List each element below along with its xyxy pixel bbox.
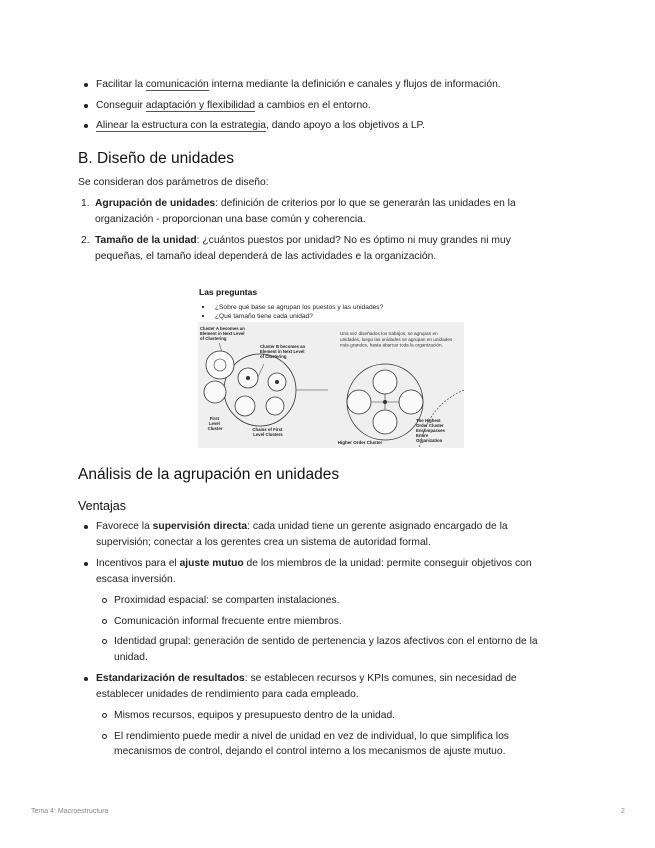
section-intro: Se consideran dos parámetros de diseño: (78, 177, 269, 188)
top-bullet-list (78, 77, 568, 134)
analysis-heading: Análisis de la agrupación en unidades (78, 466, 340, 483)
list-item: Estandarización de resultados: se establecen recursos y KPIs comunes, sin necesidad de establecer unidades de rendimiento para cada empleado. Mismos recursos, equipos y presupuesto dentro de la unidad. El rendimiento puede medir a nivel de unidad en vez de individual, lo que simplifica los mecanismos de control, dejando el control interno a los mecanismos de ajuste mutuo. (78, 671, 558, 760)
cluster-b-label: Cluster B becomes an Element in Next Level of Clustering (260, 344, 306, 359)
advantages-list (78, 519, 558, 760)
list-item: Facilitar la comunicación interna mediante la definición e canales y flujos de información. (78, 77, 568, 93)
list-item: 1. Agrupación de unidades: definición de criterios por lo que se generarán las unidades en la organización - proporcionan una base común y coherencia. (81, 198, 516, 225)
list-item: Comunicación informal frecuente entre miembros. (96, 614, 558, 630)
figure-question: ¿Qué tamaño tiene cada unidad? (215, 313, 313, 320)
underlined-term: Alinear la estructura con la estrategia (96, 120, 266, 131)
figure-question: ¿Sobre qué base se agrupan los puestos y las unidades? (215, 304, 384, 311)
list-item: Proximidad espacial: se comparten instalaciones. (96, 593, 558, 609)
list-item: 2. Tamaño de la unidad: ¿cuántos puestos por unidad? No es óptimo ni muy grandes ni muy pequeñas, el tamaño ideal dependerá de las actividades e la organización. (81, 235, 511, 262)
sub-list (96, 593, 558, 665)
advantages-heading: Ventajas (78, 499, 126, 513)
higher-order-label: Higher Order Cluster (337, 440, 383, 445)
highest-order-label: The Highest Order Cluster Encompasses Entire Organization (416, 418, 445, 443)
figure-title: Las preguntas (199, 287, 258, 297)
clustering-figure (198, 285, 464, 448)
list-item: Alinear la estructura con la estrategia, dando apoyo a los objetivos a LP. (78, 118, 568, 134)
figure-note: Una vez diseñados los trabajos, se agrupan en unidades, luego las unidades se agrupan en unidades más grandes, hasta abarcar toda la organización. (340, 331, 453, 348)
section-heading: B. Diseño de unidades (78, 150, 234, 167)
first-level-label: First Level Cluster (207, 416, 223, 431)
cluster-a-label: Cluster A becomes an Element in Next Level of Clustering (200, 326, 245, 341)
list-item: Conseguir adaptación y flexibilidad a cambios en el entorno. (78, 98, 568, 114)
sub-list (96, 708, 558, 760)
chains-label: Chains of First Level Clusters (252, 427, 283, 437)
underlined-term: comunicación (145, 79, 209, 90)
page-number: 2 (621, 808, 625, 815)
list-item: El rendimiento puede medir a nivel de unidad en vez de individual, lo que simplifica los mecanismos de control, dejando el control interno a los mecanismos de ajuste mutuo. (96, 729, 558, 760)
list-item: Mismos recursos, equipos y presupuesto dentro de la unidad. (96, 708, 558, 724)
list-item: Incentivos para el ajuste mutuo de los miembros de la unidad: permite conseguir objetivos con escasa inversión. Proximidad espacial: se comparten instalaciones. Comunicación informal frecuente entre miembros. Identidad grupal: generación de sentido de pertenencia y lazos afectivos con el entorno de la unidad. (78, 556, 558, 665)
underlined-term: adaptación y flexibilidad (145, 99, 256, 111)
list-item: Identidad grupal: generación de sentido de pertenencia y lazos afectivos con el entorno de la unidad. (96, 634, 558, 665)
footer-title: Tema 4: Macroestructura (31, 808, 109, 815)
design-parameters-list (78, 196, 553, 270)
list-item: Favorece la supervisión directa: cada unidad tiene un gerente asignado encargado de la supervisión; conectar a los gerentes crea un sistema de autoridad formal. (78, 519, 558, 550)
